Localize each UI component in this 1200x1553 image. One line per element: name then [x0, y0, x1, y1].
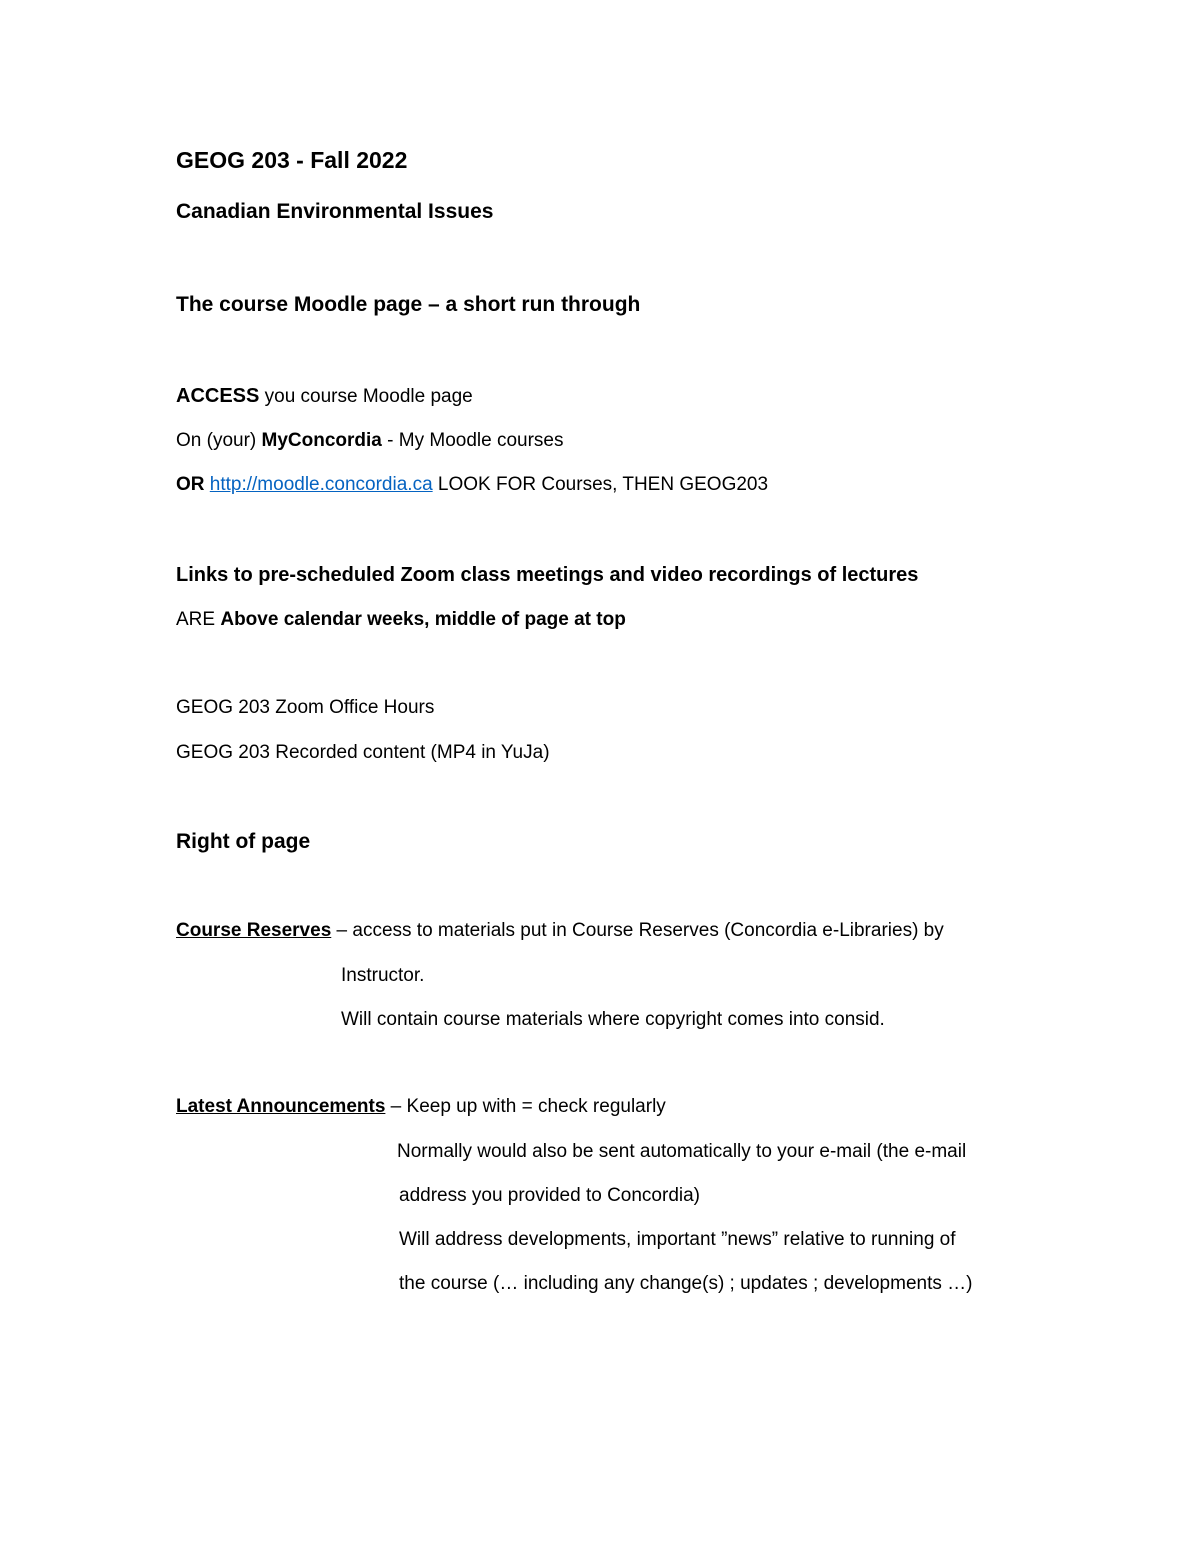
- are-bold-text: Above calendar weeks, middle of page at top: [220, 609, 626, 630]
- course-reserves-line-3: Will contain course materials where copyright comes into consid.: [341, 1009, 885, 1030]
- recorded-content: GEOG 203 Recorded content (MP4 in YuJa): [176, 742, 550, 763]
- course-reserves-label: Course Reserves: [176, 920, 332, 941]
- myconcordia-prefix: On (your): [176, 430, 262, 451]
- access-keyword: ACCESS: [176, 385, 260, 407]
- access-line: [176, 384, 473, 409]
- announcements-line: [176, 1095, 666, 1119]
- access-text: you course Moodle page: [259, 386, 473, 407]
- announcements-line-4: Will address developments, important ”news” relative to running of: [399, 1229, 956, 1250]
- moodle-url-suffix: LOOK FOR Courses, THEN GEOG203: [432, 474, 769, 495]
- announcements-line-2: Normally would also be sent automatically to your e-mail (the e-mail: [397, 1141, 967, 1162]
- moodle-url-line: [176, 473, 768, 497]
- right-section-heading: Right of page: [176, 830, 311, 853]
- myconcordia-suffix: - My Moodle courses: [381, 430, 564, 451]
- course-reserves-line-2: Instructor.: [341, 965, 425, 986]
- are-line: [176, 608, 626, 632]
- moodle-section-heading: The course Moodle page – a short run through: [176, 293, 641, 316]
- or-label: OR: [176, 474, 210, 495]
- course-reserves-text: – access to materials put in Course Reserves (Concordia e-Libraries) by: [331, 920, 944, 941]
- course-title: GEOG 203 - Fall 2022: [176, 147, 408, 173]
- announcements-label: Latest Announcements: [176, 1096, 386, 1117]
- course-reserves-line: [176, 919, 944, 943]
- myconcordia-label: MyConcordia: [261, 430, 382, 451]
- moodle-link[interactable]: http://moodle.concordia.ca: [209, 474, 433, 495]
- course-subtitle: Canadian Environmental Issues: [176, 200, 494, 223]
- announcements-line-5: the course (… including any change(s) ; updates ; developments …): [399, 1273, 973, 1294]
- links-section-heading: Links to pre-scheduled Zoom class meetings and video recordings of lectures: [176, 564, 919, 586]
- announcements-text: – Keep up with = check regularly: [385, 1096, 666, 1117]
- are-prefix: ARE: [176, 609, 221, 630]
- announcements-line-3: address you provided to Concordia): [399, 1185, 701, 1206]
- zoom-office-hours: GEOG 203 Zoom Office Hours: [176, 697, 435, 718]
- myconcordia-line: [176, 429, 564, 453]
